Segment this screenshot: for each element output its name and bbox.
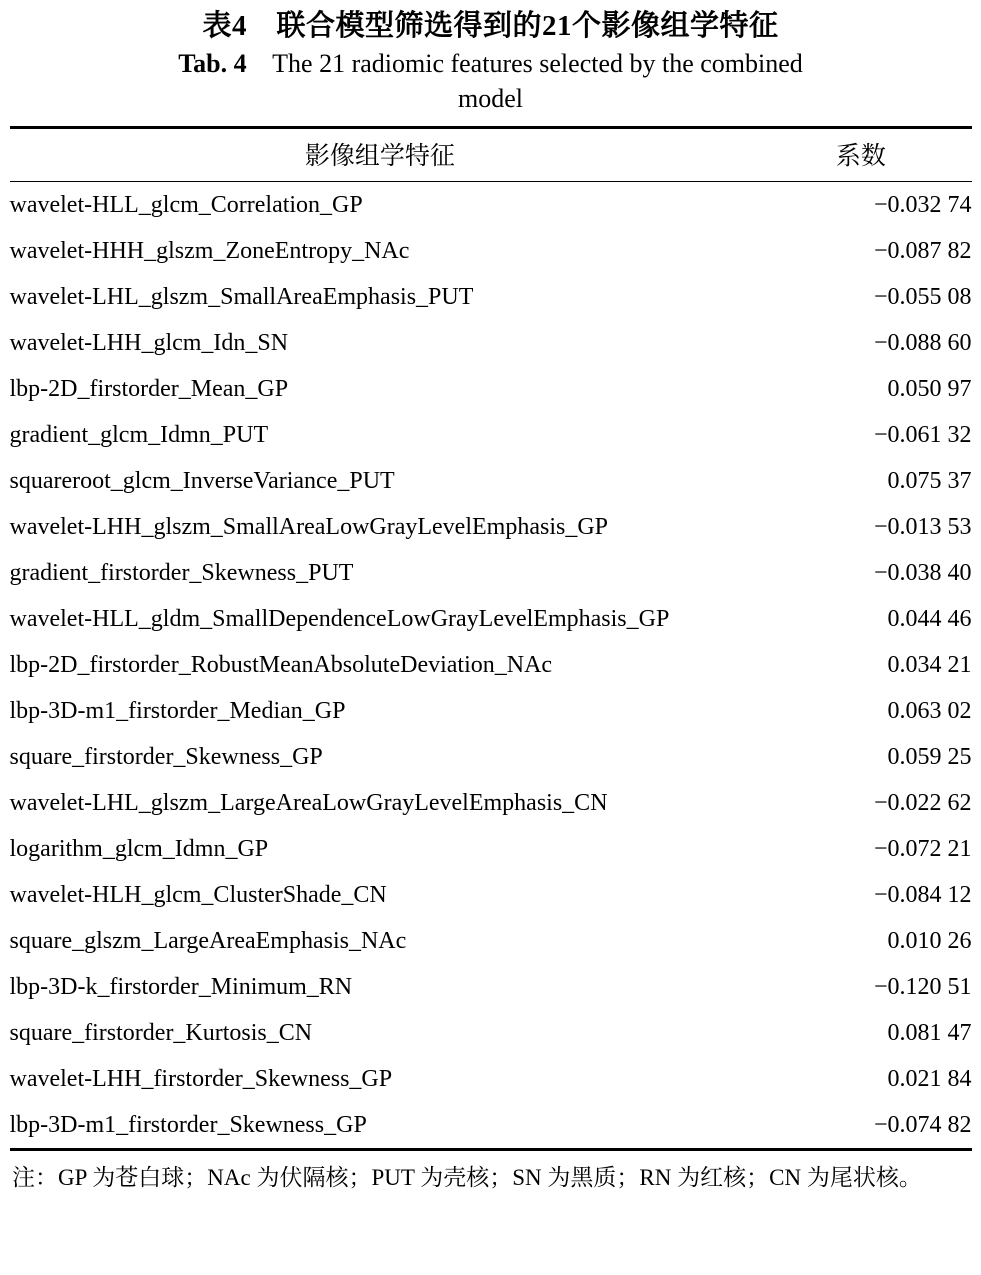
- table-row: [10, 964, 972, 1010]
- cell-coefficient: −0.022 62: [873, 790, 972, 817]
- table-row: [10, 366, 972, 412]
- cell-feature: wavelet-HHH_glszm_ZoneEntropy_NAc: [9, 238, 410, 265]
- cell-feature: wavelet-LHH_glszm_SmallAreaLowGrayLevelEmphasis_GP: [9, 514, 609, 541]
- cell-coefficient: 0.050 97: [887, 376, 972, 403]
- table-row: [10, 412, 972, 458]
- cell-coefficient: −0.038 40: [873, 560, 972, 587]
- cell-feature: lbp-3D-m1_firstorder_Skewness_GP: [10, 1102, 751, 1150]
- cell-coefficient: −0.032 74: [750, 182, 971, 229]
- cell-coefficient: −0.074 82: [750, 1102, 971, 1150]
- cell-coefficient: −0.072 21: [873, 836, 972, 863]
- cell-feature: wavelet-LHL_glszm_LargeAreaLowGrayLevelEmphasis_CN: [9, 790, 608, 817]
- cell-coefficient: −0.055 08: [873, 284, 972, 311]
- table-row: [10, 550, 972, 596]
- cell-feature: square_glszm_LargeAreaEmphasis_NAc: [9, 928, 407, 955]
- cell-feature: square_firstorder_Kurtosis_CN: [9, 1020, 313, 1047]
- cell-feature: wavelet-LHH_firstorder_Skewness_GP: [9, 1066, 393, 1093]
- cell-feature: lbp-3D-m1_firstorder_Median_GP: [9, 698, 346, 725]
- cell-feature: squareroot_glcm_InverseVariance_PUT: [9, 468, 395, 495]
- table-title-english-text: The 21 radiomic features selected by the combined: [272, 49, 803, 79]
- cell-coefficient: −0.013 53: [873, 514, 972, 541]
- cell-coefficient: 0.063 02: [887, 698, 972, 725]
- table-row: [10, 872, 972, 918]
- table-row: [10, 1010, 972, 1056]
- cell-coefficient: 0.044 46: [887, 606, 972, 633]
- cell-coefficient: 0.021 84: [887, 1066, 972, 1093]
- column-header-coefficient: 系数: [750, 128, 971, 182]
- cell-coefficient: −0.087 82: [873, 238, 972, 265]
- table-title-chinese: 表4 联合模型筛选得到的21个影像组学特征: [202, 10, 779, 42]
- cell-feature: lbp-2D_firstorder_RobustMeanAbsoluteDeviation_NAc: [9, 652, 553, 679]
- table-title-english-line1: [8, 46, 973, 81]
- table-number-label: Tab. 4: [178, 49, 247, 79]
- cell-coefficient: 0.081 47: [887, 1020, 972, 1047]
- cell-feature: wavelet-LHL_glszm_SmallAreaEmphasis_PUT: [9, 284, 474, 311]
- cell-coefficient: −0.084 12: [873, 882, 972, 909]
- cell-feature: wavelet-HLH_glcm_ClusterShade_CN: [9, 882, 387, 909]
- table-row: [10, 734, 972, 780]
- table-row: [10, 504, 972, 550]
- table-row: [10, 228, 972, 274]
- cell-feature: lbp-2D_firstorder_Mean_GP: [9, 376, 289, 403]
- cell-coefficient: −0.061 32: [873, 422, 972, 449]
- table-row: [10, 1102, 972, 1150]
- cell-feature: square_firstorder_Skewness_GP: [9, 744, 323, 771]
- table-row: [10, 826, 972, 872]
- cell-coefficient: 0.010 26: [887, 928, 972, 955]
- cell-feature: gradient_firstorder_Skewness_PUT: [9, 560, 354, 587]
- table-title-english-line2: model: [458, 84, 523, 114]
- cell-coefficient: 0.075 37: [887, 468, 972, 495]
- table-row: [10, 688, 972, 734]
- cell-feature: gradient_glcm_Idmn_PUT: [9, 422, 269, 449]
- radiomic-features-table: [10, 126, 972, 1151]
- column-header-feature: 影像组学特征: [10, 128, 751, 182]
- cell-feature: logarithm_glcm_Idmn_GP: [9, 836, 269, 863]
- cell-coefficient: 0.059 25: [887, 744, 972, 771]
- cell-feature: lbp-3D-k_firstorder_Minimum_RN: [9, 974, 353, 1001]
- table-row: [10, 274, 972, 320]
- table-body: [10, 182, 972, 1150]
- table-row: [10, 780, 972, 826]
- table-row: [10, 1056, 972, 1102]
- cell-feature: wavelet-HLL_gldm_SmallDependenceLowGrayLevelEmphasis_GP: [9, 606, 670, 633]
- cell-coefficient: −0.120 51: [873, 974, 972, 1001]
- table-row: [10, 458, 972, 504]
- cell-feature: wavelet-LHH_glcm_Idn_SN: [9, 330, 289, 357]
- table-head: [10, 128, 972, 182]
- table-row: [10, 918, 972, 964]
- cell-coefficient: −0.088 60: [873, 330, 972, 357]
- table-header-row: [10, 128, 972, 182]
- table-row: [10, 182, 972, 229]
- table-row: [10, 642, 972, 688]
- cell-coefficient: 0.034 21: [887, 652, 972, 679]
- table-footnote: 注：GP 为苍白球；NAc 为伏隔核；PUT 为壳核；SN 为黑质；RN 为红核；CN 为尾状核。: [12, 1165, 922, 1191]
- cell-feature: wavelet-HLL_glcm_Correlation_GP: [10, 182, 751, 229]
- table-row: [10, 320, 972, 366]
- table-row: [10, 596, 972, 642]
